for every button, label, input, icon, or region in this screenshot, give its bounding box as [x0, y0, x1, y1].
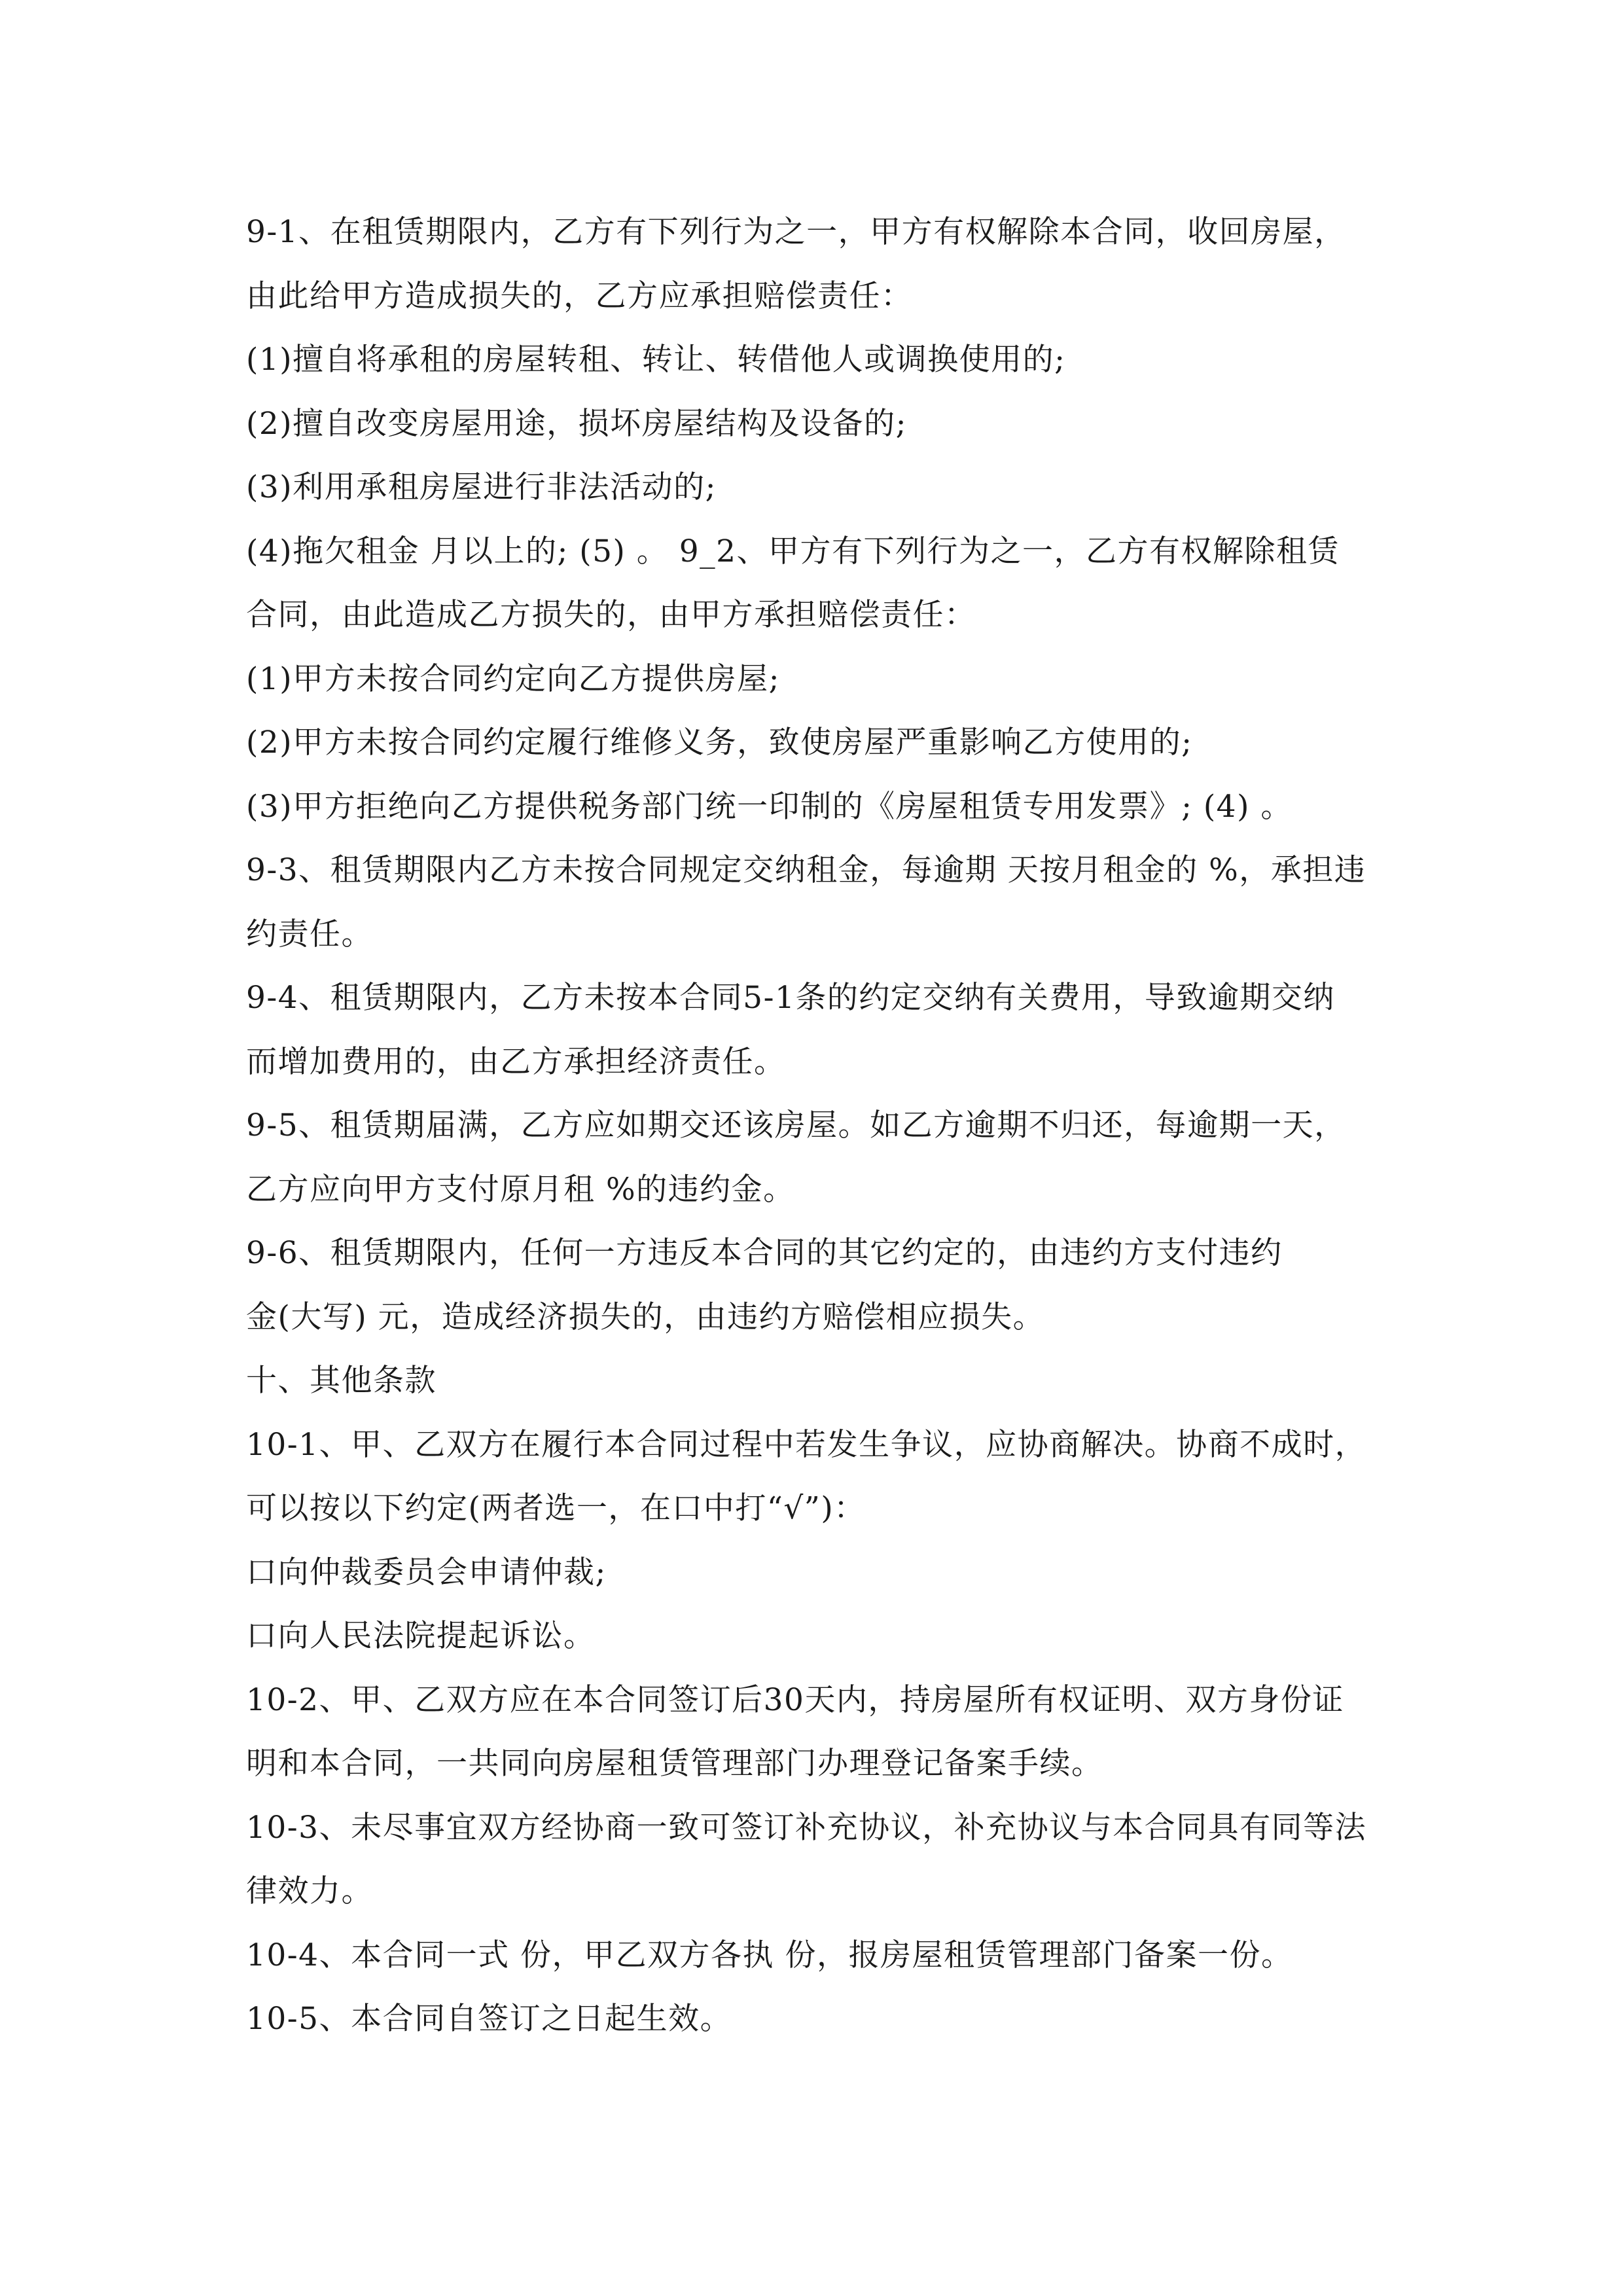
clause-9-3-line-1: 9-3、租赁期限内乙方未按合同规定交纳租金，每逾期 天按月租金的 %，承担违: [246, 852, 1366, 888]
clause-9-1-line-2: 由此给甲方造成损失的，乙方应承担赔偿责任：: [246, 278, 913, 314]
clause-9-2-item-3: (3)甲方拒绝向乙方提供税务部门统一印制的《房屋租赁专用发票》; (4) 。: [246, 788, 1293, 825]
clause-9-4-line-1: 9-4、租赁期限内，乙方未按本合同5-1条的约定交纳有关费用，导致逾期交纳: [246, 980, 1335, 1016]
clause-9-4-line-2: 而增加费用的，由乙方承担经济责任。: [246, 1043, 786, 1080]
clause-9-1-line-1: 9-1、在租赁期限内，乙方有下列行为之一，甲方有权解除本合同，收回房屋，: [246, 214, 1346, 250]
clause-9-2-item-1: (1)甲方未按合同约定向乙方提供房屋;: [246, 660, 780, 697]
clause-10-1-option-arbitration: 口向仲裁委员会申请仲裁;: [246, 1554, 607, 1590]
section-10-heading: 十、其他条款: [246, 1363, 437, 1399]
clause-10-2-line-2: 明和本合同，一共同向房屋租赁管理部门办理登记备案手续。: [246, 1746, 1103, 1782]
clause-10-3-line-1: 10-3、未尽事宜双方经协商一致可签订补充协议，补充协议与本合同具有同等法: [246, 1809, 1367, 1846]
clause-10-5: 10-5、本合同自签订之日起生效。: [246, 2001, 732, 2037]
clause-10-1-line-2: 可以按以下约定(两者选一，在口中打“√”)：: [246, 1490, 866, 1526]
clause-9-1-item-1: (1)擅自将承租的房屋转租、转让、转借他人或调换使用的;: [246, 342, 1066, 378]
clause-10-1-line-1: 10-1、甲、乙双方在履行本合同过程中若发生争议，应协商解决。协商不成时，: [246, 1426, 1367, 1463]
clause-9-6-line-2: 金(大写) 元，造成经济损失的，由违约方赔偿相应损失。: [246, 1299, 1045, 1335]
clause-9-2-line-2: 合同，由此造成乙方损失的，由甲方承担赔偿责任：: [246, 597, 976, 633]
clause-9-1-item-4-and-9-2: (4)拖欠租金 月以上的; (5) 。 9_2、甲方有下列行为之一，乙方有权解除租赁: [246, 533, 1340, 569]
clause-9-2-item-2: (2)甲方未按合同约定履行维修义务，致使房屋严重影响乙方使用的;: [246, 725, 1193, 761]
contract-text: [246, 200, 1424, 2051]
clause-9-3-line-2: 约责任。: [246, 916, 373, 952]
clause-9-1-item-2: (2)擅自改变房屋用途，损坏房屋结构及设备的;: [246, 405, 907, 442]
clause-9-5-line-2: 乙方应向甲方支付原月租 %的违约金。: [246, 1171, 795, 1208]
clause-9-6-line-1: 9-6、租赁期限内，任何一方违反本合同的其它约定的，由违约方支付违约: [246, 1235, 1283, 1271]
clause-9-1-item-3: (3)利用承租房屋进行非法活动的;: [246, 469, 717, 505]
clause-10-1-option-court: 口向人民法院提起诉讼。: [246, 1618, 596, 1654]
clause-10-4: 10-4、本合同一式 份，甲乙双方各执 份，报房屋租赁管理部门备案一份。: [246, 1937, 1293, 1973]
clause-10-2-line-1: 10-2、甲、乙双方应在本合同签订后30天内，持房屋所有权证明、双方身份证: [246, 1681, 1344, 1718]
clause-9-5-line-1: 9-5、租赁期届满，乙方应如期交还该房屋。如乙方逾期不归还，每逾期一天，: [246, 1107, 1346, 1143]
clause-10-3-line-2: 律效力。: [246, 1873, 373, 1909]
